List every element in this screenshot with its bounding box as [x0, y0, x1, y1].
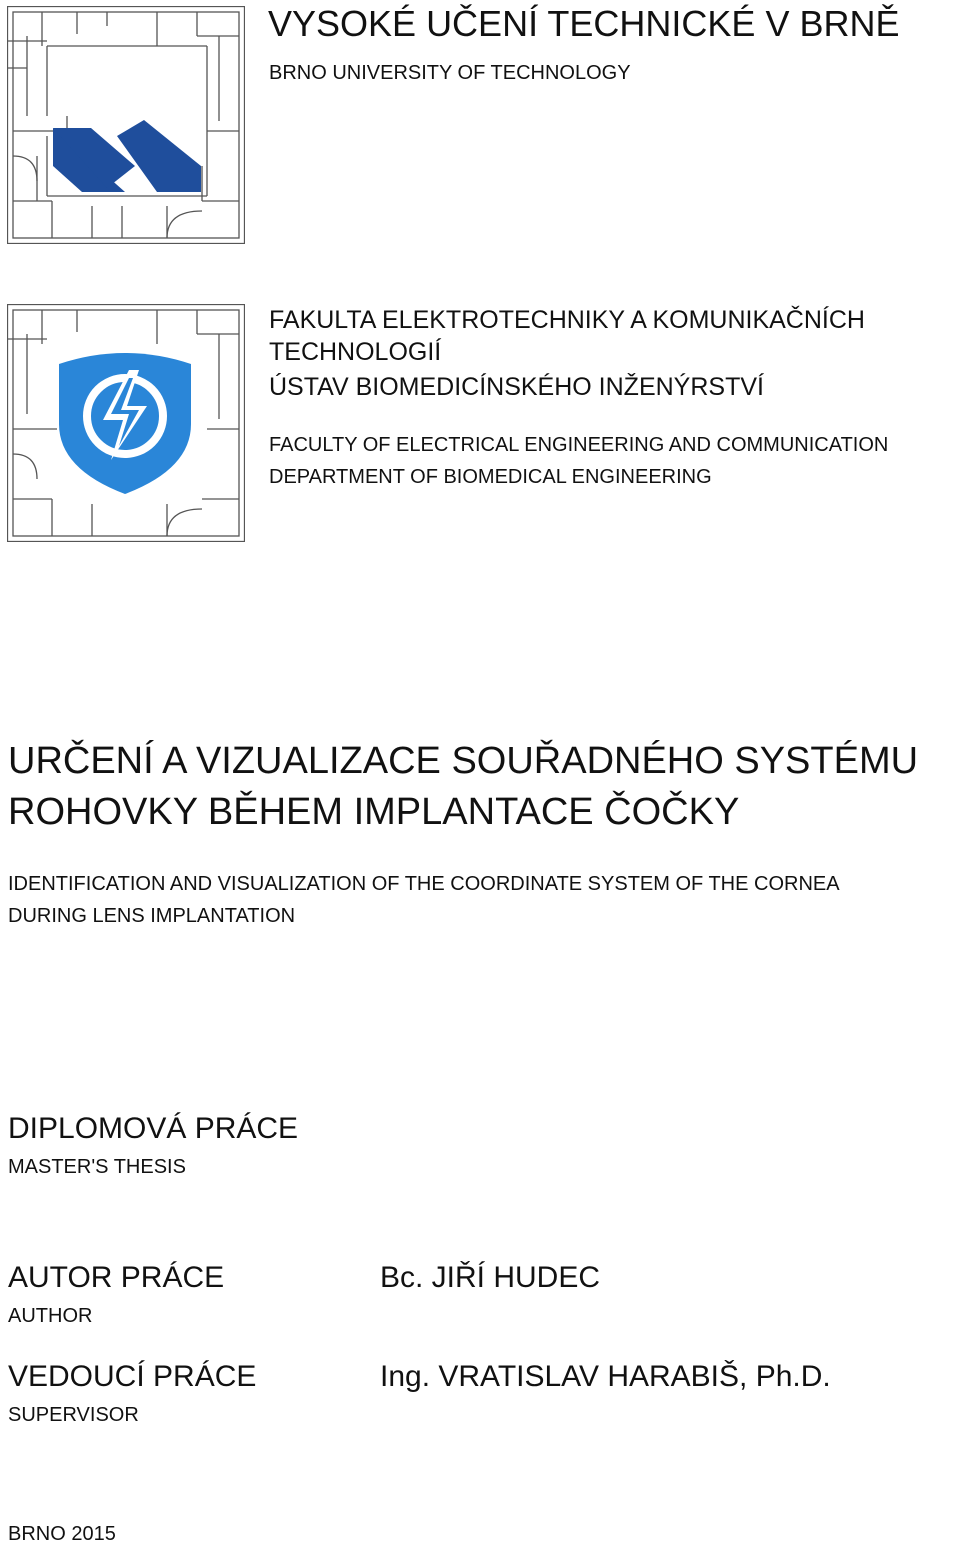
- supervisor-name: Ing. VRATISLAV HARABIŠ, Ph.D.: [380, 1360, 831, 1393]
- university-name-cz: VYSOKÉ UČENÍ TECHNICKÉ V BRNĚ: [268, 3, 900, 44]
- thesis-type-cz: DIPLOMOVÁ PRÁCE: [8, 1112, 299, 1145]
- thesis-title-en-line1: IDENTIFICATION AND VISUALIZATION OF THE COORDINATE SYSTEM OF THE CORNEA: [8, 873, 840, 895]
- faculty-name-cz-line1: FAKULTA ELEKTROTECHNIKY A KOMUNIKAČNÍCH: [269, 306, 865, 334]
- department-name-cz: ÚSTAV BIOMEDICÍNSKÉHO INŽENÝRSTVÍ: [269, 373, 764, 401]
- faculty-name-en: FACULTY OF ELECTRICAL ENGINEERING AND COMMUNICATION: [269, 434, 889, 456]
- faculty-name-cz-line2: TECHNOLOGIÍ: [269, 338, 442, 366]
- thesis-title-cz-line1: URČENÍ A VIZUALIZACE SOUŘADNÉHO SYSTÉMU: [8, 740, 919, 782]
- supervisor-label-cz: VEDOUCÍ PRÁCE: [8, 1360, 257, 1393]
- fekt-logo-icon: [7, 304, 245, 542]
- vut-logo-icon: [7, 6, 245, 244]
- department-name-en: DEPARTMENT OF BIOMEDICAL ENGINEERING: [269, 466, 712, 488]
- thesis-type-en: MASTER'S THESIS: [8, 1156, 186, 1178]
- author-label-cz: AUTOR PRÁCE: [8, 1261, 225, 1294]
- place-year: BRNO 2015: [8, 1523, 116, 1545]
- author-name: Bc. JIŘÍ HUDEC: [380, 1261, 601, 1294]
- supervisor-label-en: SUPERVISOR: [8, 1404, 139, 1426]
- author-label-en: AUTHOR: [8, 1305, 93, 1327]
- thesis-title-cz-line2: ROHOVKY BĚHEM IMPLANTACE ČOČKY: [8, 791, 740, 833]
- university-name-en: BRNO UNIVERSITY OF TECHNOLOGY: [269, 62, 631, 84]
- thesis-title-en-line2: DURING LENS IMPLANTATION: [8, 905, 296, 927]
